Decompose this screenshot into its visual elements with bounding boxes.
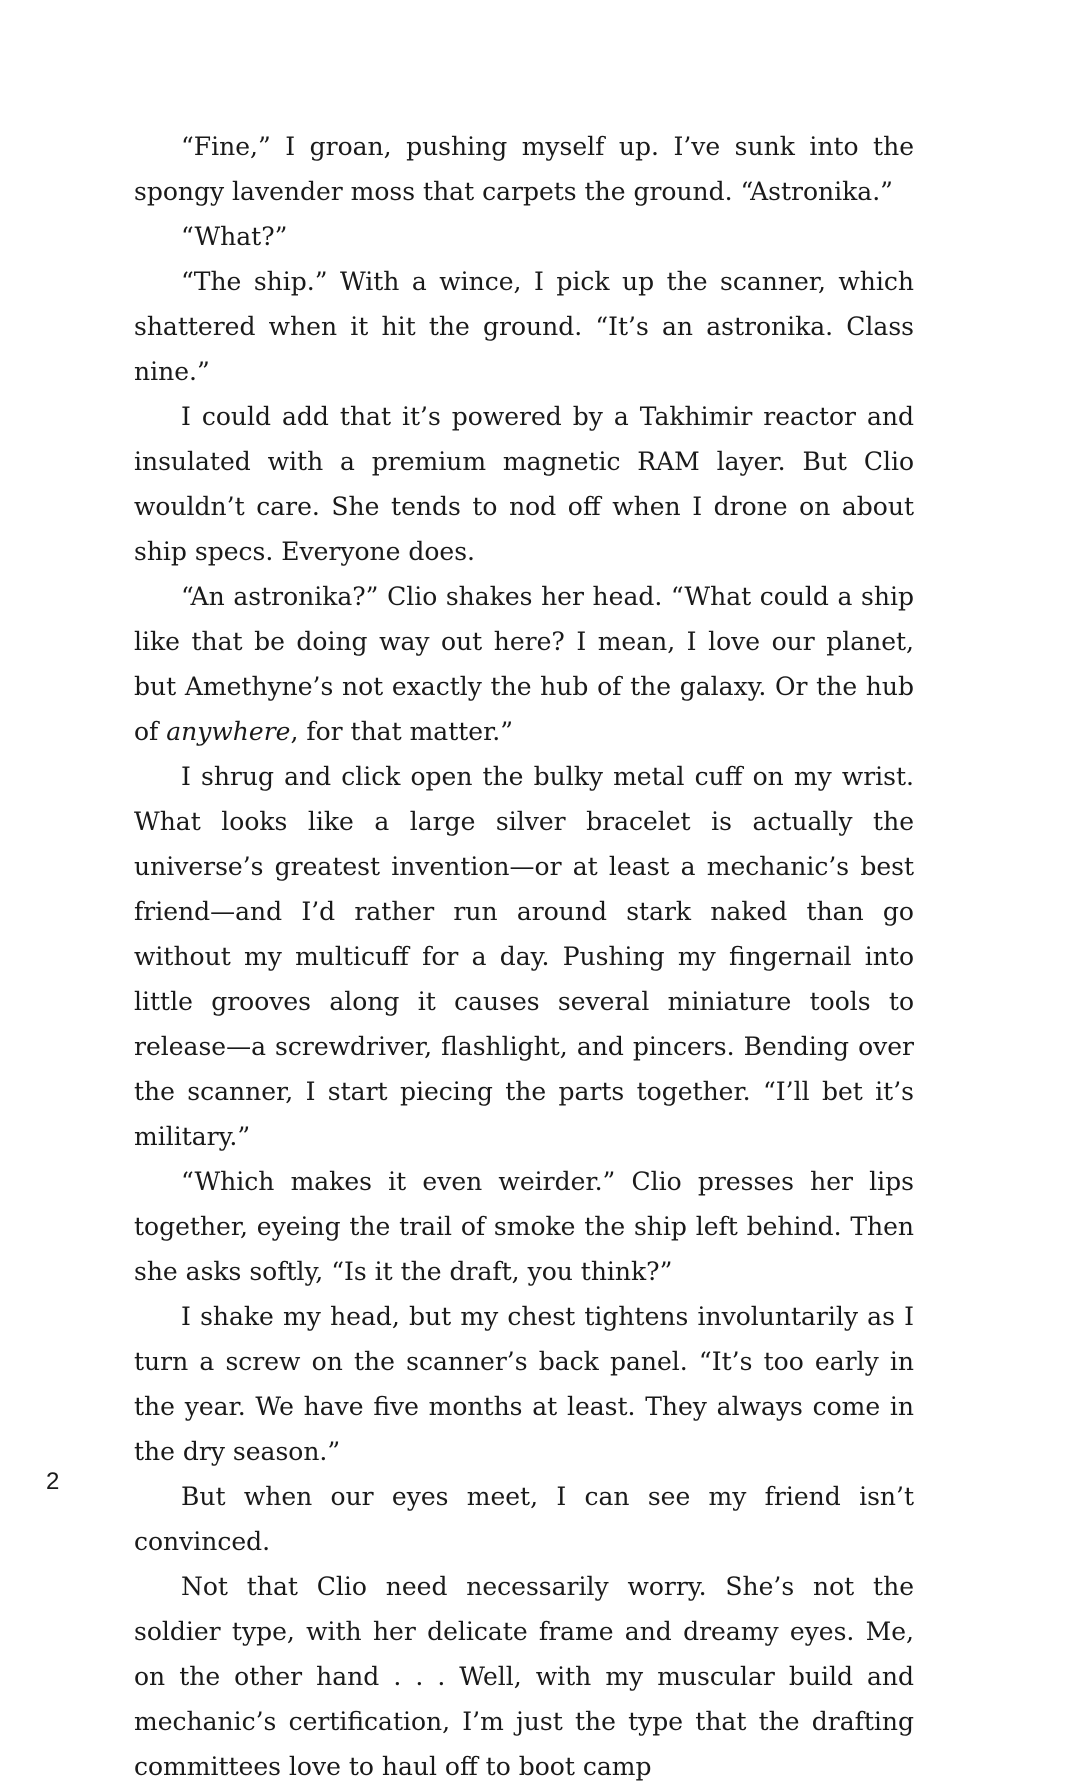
paragraph — [134, 1294, 914, 1474]
paragraph — [134, 1564, 914, 1789]
paragraph-text: “Which makes it even weirder.” Clio presses her lips together, eyeing the trail of smoke the ship left behind. Then she asks softly, “Is it the draft, you think?” — [134, 1167, 914, 1286]
paragraph — [134, 754, 914, 1159]
paragraph — [134, 1474, 914, 1564]
paragraph-text: “The ship.” With a wince, I pick up the scanner, which shattered when it hit the ground. “It’s an astronika. Class nine.” — [134, 267, 914, 386]
paragraph-text: “What?” — [181, 222, 288, 251]
paragraph-text: I shrug and click open the bulky metal cuff on my wrist. What looks like a large silver bracelet is actually the universe’s greatest invention—or at least a mechanic’s best friend—and I’d rather run around stark naked than go without my multicuff for a day. Pushing my fingernail into little grooves along it causes several miniature tools to release—a screwdriver, flashlight, and pincers. Bending over the scanner, I start piecing the parts together. “I’ll bet it’s military.” — [134, 762, 914, 1151]
paragraph — [134, 214, 914, 259]
paragraph-text: I could add that it’s powered by a Takhimir reactor and insulated with a premium magnetic RAM layer. But Clio wouldn’t care. She tends to nod off when I drone on about ship specs. Everyone does. — [134, 402, 914, 566]
paragraph-text: “An astronika?” Clio shakes her head. “What could a ship like that be doing way out here? I mean, I love our planet, but Amethyne’s not exactly the hub of the galaxy. Or the hub of — [134, 582, 914, 746]
paragraph — [134, 394, 914, 574]
paragraph-text: I shake my head, but my chest tightens involuntarily as I turn a screw on the scanner’s back panel. “It’s too early in the year. We have five months at least. They always come in the dry season.” — [134, 1302, 914, 1466]
paragraph-text: Not that Clio need necessarily worry. She’s not the soldier type, with her delicate frame and dreamy eyes. Me, on the other hand . . . Well, with my muscular build and mechanic’s certification, I’m just the type that the drafting committees love to haul off to boot camp — [134, 1572, 914, 1781]
paragraph — [134, 574, 914, 754]
paragraph-text: , for that matter.” — [290, 717, 514, 746]
body-text — [134, 124, 914, 1789]
paragraph — [134, 124, 914, 214]
paragraph-text: But when our eyes meet, I can see my friend isn’t convinced. — [134, 1482, 914, 1556]
paragraph — [134, 259, 914, 394]
paragraph — [134, 1159, 914, 1294]
paragraph-text: “Fine,” I groan, pushing myself up. I’ve sunk into the spongy lavender moss that carpets the ground. “Astronika.” — [134, 132, 914, 206]
italic-text: anywhere — [166, 717, 291, 746]
page-number: 2 — [46, 1468, 60, 1495]
